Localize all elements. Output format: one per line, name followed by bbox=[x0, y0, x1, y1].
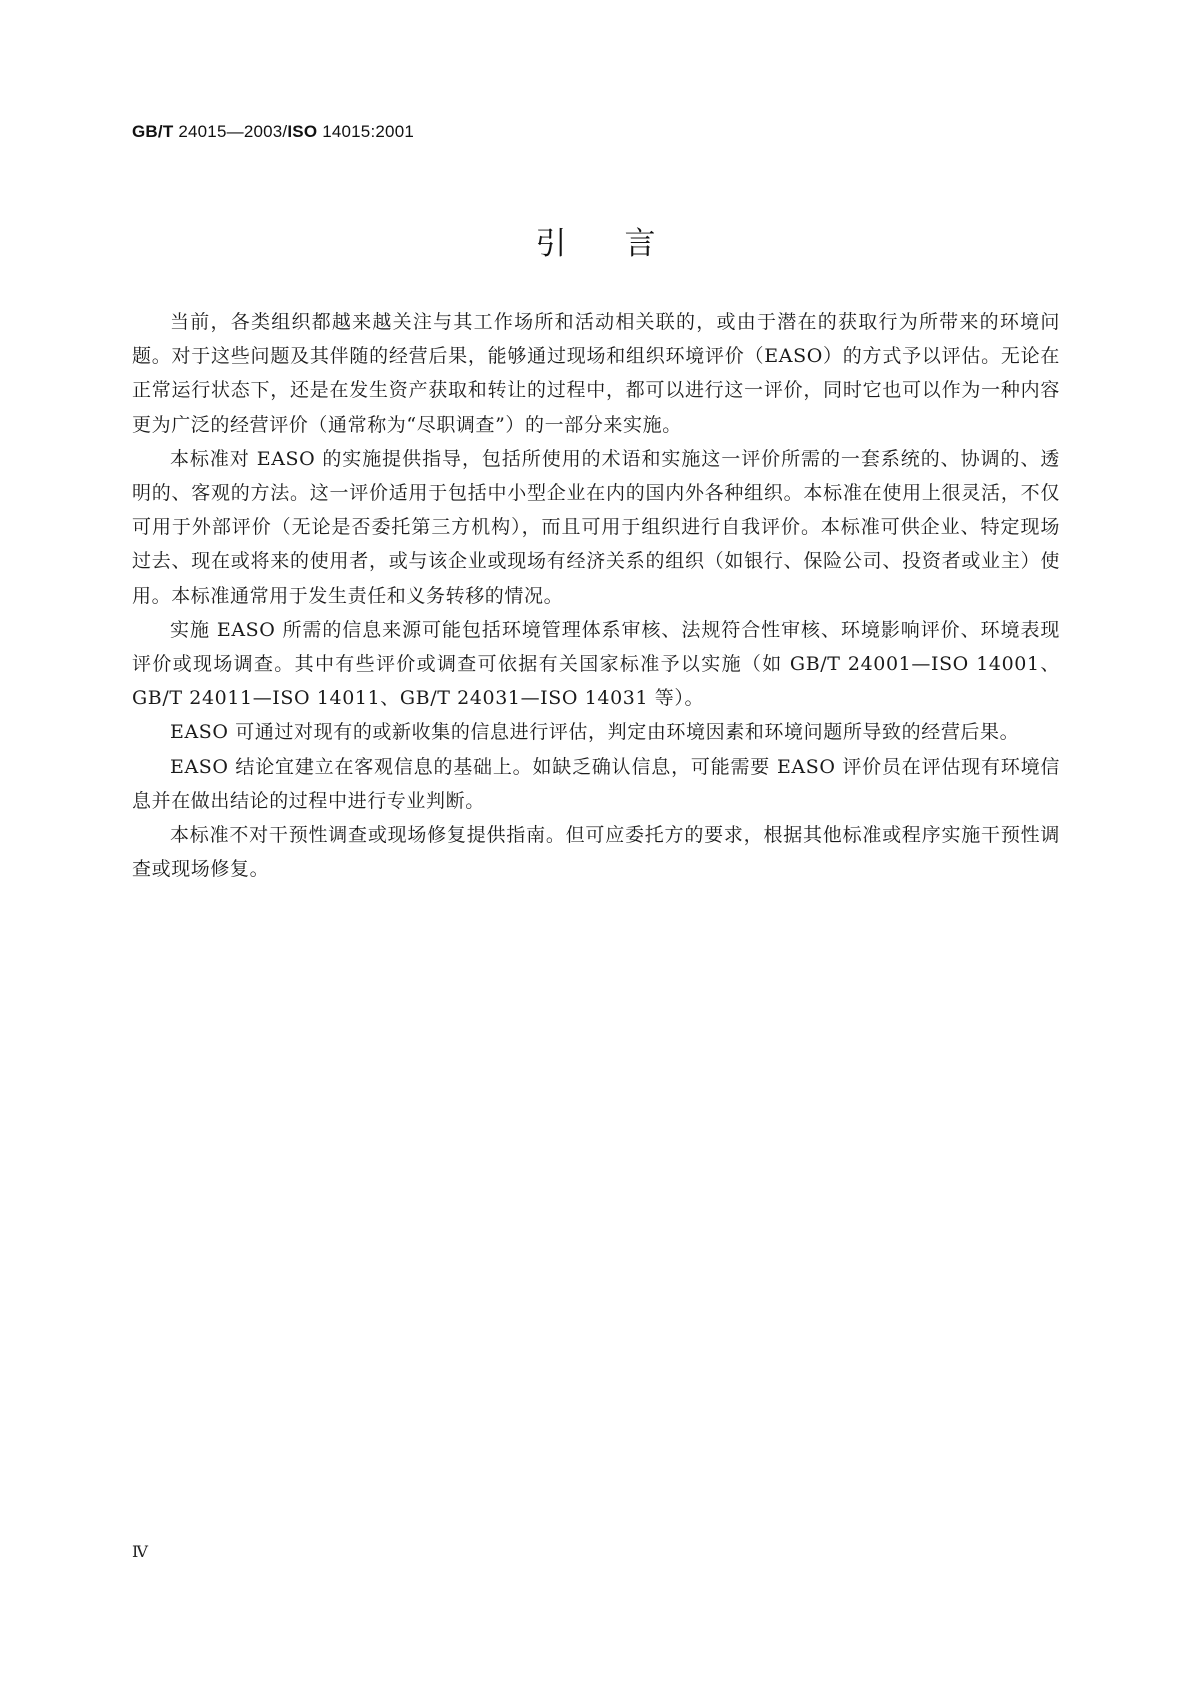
page-number: Ⅳ bbox=[132, 1542, 148, 1561]
paragraph-6: 本标准不对干预性调查或现场修复提供指南。但可应委托方的要求，根据其他标准或程序实施干预性调查或现场修复。 bbox=[132, 824, 1060, 881]
standard-number-iso: 14015:2001 bbox=[317, 122, 415, 141]
paragraph-4: EASO 可通过对现有的或新收集的信息进行评估，判定由环境因素和环境问题所导致的经营后果。 bbox=[170, 721, 1020, 744]
paragraph-3: 实施 EASO 所需的信息来源可能包括环境管理体系审核、法规符合性审核、环境影响评价、环境表现评价或现场调查。其中有些评价或调查可依据有关国家标准予以实施（如 GB/T 24001—ISO 14001、GB/T 24011—ISO 14011、GB/T 24031—ISO 14031 等）。 bbox=[132, 618, 1060, 710]
paragraph-1: 当前，各类组织都越来越关注与其工作场所和活动相关联的，或由于潜在的获取行为所带来的环境问题。对于这些问题及其伴随的经营后果，能够通过现场和组织环境评价（EASO）的方式予以评估。无论在正常运行状态下，还是在发生资产获取和转让的过程中，都可以进行这一评价，同时它也可以作为一种内容更为广泛的经营评价（通常称为“尽职调查”）的一部分来实施。 bbox=[132, 311, 1060, 436]
standard-prefix-iso: ISO bbox=[287, 122, 318, 141]
introduction-body bbox=[132, 305, 1060, 886]
page-title: 引言 bbox=[535, 226, 714, 262]
paragraph-2: 本标准对 EASO 的实施提供指导，包括所使用的术语和实施这一评价所需的一套系统的、协调的、透明的、客观的方法。这一评价适用于包括中小型企业在内的国内外各种组织。本标准在使用上很灵活，不仅可用于外部评价（无论是否委托第三方机构），而且可用于组织进行自我评价。本标准可供企业、特定现场过去、现在或将来的使用者，或与该企业或现场有经济关系的组织（如银行、保险公司、投资者或业主）使用。本标准通常用于发生责任和义务转移的情况。 bbox=[132, 447, 1060, 607]
standard-number-gb: 24015—2003/ bbox=[173, 122, 288, 141]
standard-prefix-gb: GB/T bbox=[132, 122, 174, 141]
paragraph-5: EASO 结论宜建立在客观信息的基础上。如缺乏确认信息，可能需要 EASO 评价员在评估现有环境信息并在做出结论的过程中进行专业判断。 bbox=[132, 755, 1060, 812]
document-header bbox=[132, 122, 414, 142]
